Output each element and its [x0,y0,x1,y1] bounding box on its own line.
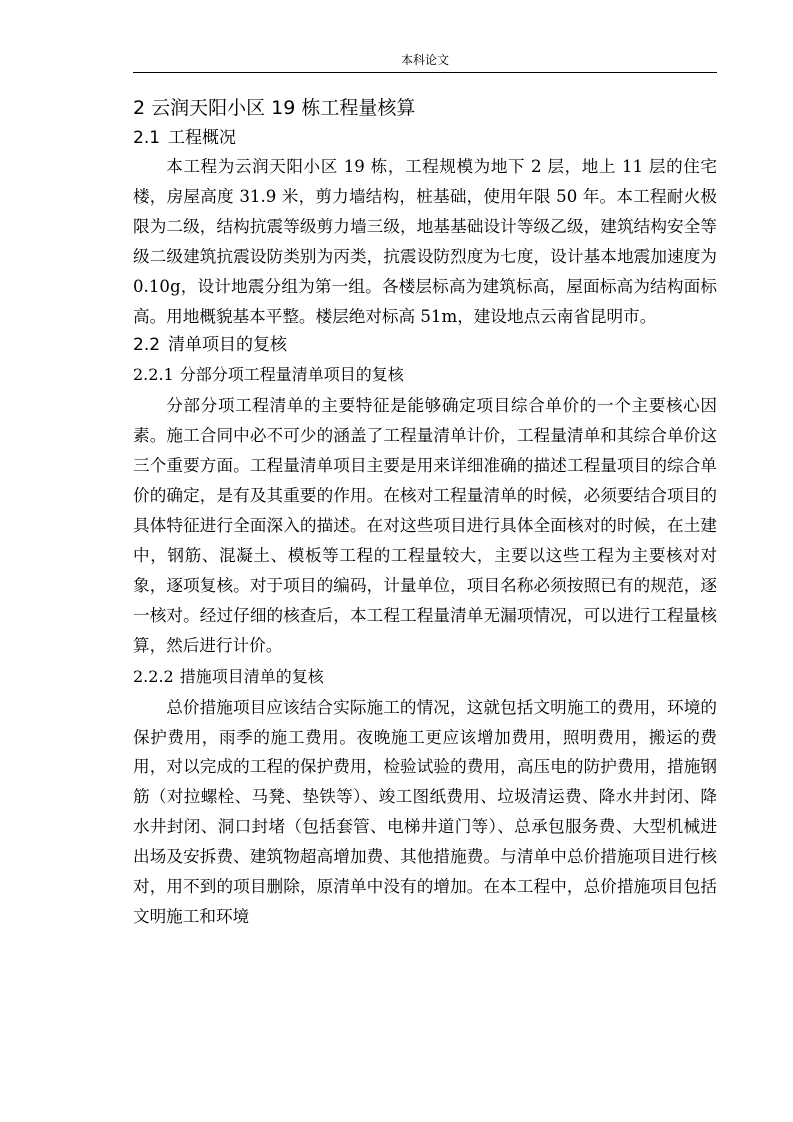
subsection-heading-2-2-1 [133,359,717,391]
section-title: 清单项目的复核 [168,335,288,356]
paragraph-bill-review: 分部分项工程清单的主要特征是能够确定项目综合单价的一个主要核心因素。施工合同中必不可少的涵盖了工程量清单计价，工程量清单和其综合单价这三个重要方面。工程量清单项目主要是用来详细准确的描述工程量项目的综合单价的确定，是有及其重要的作用。在核对工程量清单的时候，必须要结合项目的具体特征进行全面深入的描述。在对这些项目进行具体全面核对的时候，在土建中，钢筋、混凝土、模板等工程的工程量较大，主要以这些工程为主要核对对象，逐项复核。对于项目的编码，计量单位，项目名称必须按照已有的规范，逐一核对。经过仔细的核查后，本工程工程量清单无漏项情况，可以进行工程量核算，然后进行计价。 [133,396,717,655]
paragraph-measures-review: 总价措施项目应该结合实际施工的情况，这就包括文明施工的费用，环境的保护费用，雨季的施工费用。夜晚施工更应该增加费用，照明费用，搬运的费用，对以完成的工程的保护费用，检验试验的费用，高压电的防护费用，措施钢筋（对拉螺栓、马凳、垫铁等）、竣工图纸费用、垃圾清运费、降水井封闭、降水井封闭、洞口封堵（包括套管、电梯井道门等）、总承包服务费、大型机械进出场及安拆费、建筑物超高增加费、其他措施费。与清单中总价措施项目进行核对，用不到的项目删除，原清单中没有的增加。在本工程中，总价措施项目包括文明施工和环境 [133,697,717,926]
header-rule [133,72,717,73]
section-number: 2.2 [133,335,161,356]
section-heading-2-2 [133,331,717,359]
section-number: 2.1 [133,128,161,148]
section-heading-2-1 [133,124,717,152]
document-body [133,94,717,932]
page-header: 本科论文 [400,53,449,67]
subsection-number: 2.2.1 [133,365,174,385]
subsection-number: 2.2.2 [133,666,174,686]
subsection-title: 措施项目清单的复核 [179,666,324,686]
paragraph-overview: 本工程为云润天阳小区 19 栋，工程规模为地下 2 层，地上 11 层的住宅楼，房屋高度 31.9 米，剪力墙结构，桩基础，使用年限 50 年。本工程耐火极限为二级，结构抗震等级剪力墙三级，地基基础设计等级乙级，建筑结构安全等级二级建筑抗震设防类别为丙类，抗震设防烈度为七度，设计基本地震加速度为 0.10g，设计地震分组为第一组。各楼层标高为建筑标高，屋面标高为结构面标高。用地概貌基本平整。楼层绝对标高 51m，建设地点云南省昆明市。 [133,157,717,326]
section-title: 工程概况 [168,128,237,148]
subsection-title: 分部分项工程量清单项目的复核 [179,365,404,385]
subsection-heading-2-2-2 [133,661,717,693]
chapter-heading: 2 云润天阳小区 19 栋工程量核算 [133,97,416,119]
